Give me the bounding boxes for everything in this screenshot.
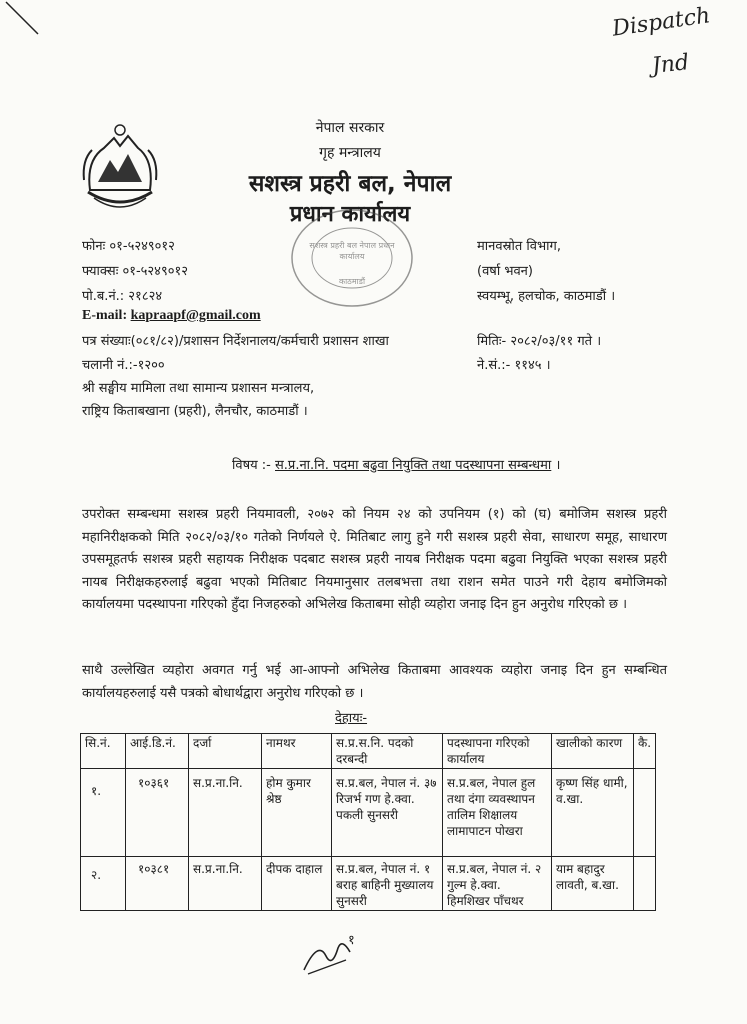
handwritten-note-initial: Jnd — [650, 50, 691, 79]
contact-pobox: पो.ब.नं.: २१८२४ — [82, 289, 163, 304]
header-govt: नेपाल सरकार — [315, 120, 385, 136]
col-sn: सि.नं. — [81, 734, 126, 769]
header-office: प्रधान कार्यालय — [289, 202, 411, 227]
dehay-label: देहायः- — [335, 711, 368, 726]
body-paragraph-1 — [82, 504, 667, 617]
recipient-line2: राष्ट्रिय किताबखाना (प्रहरी), लैनचौर, काठमाडौं । — [82, 404, 308, 419]
cell-id: १०३६१ — [126, 769, 189, 857]
header-ministry: गृह मन्त्रालय — [319, 145, 381, 161]
col-darbandi: स.प्र.स.नि. पदको दरबन्दी — [332, 734, 443, 769]
cell-darbandi: स.प्र.बल, नेपाल नं. १ बराह बाहिनी मुख्यालय सुनसरी — [332, 857, 443, 911]
cell-rank: स.प्र.ना.नि. — [189, 857, 262, 911]
cell-vacancy-reason: याम बहादुर लावती, ब.खा. — [552, 857, 634, 911]
table-row — [81, 857, 656, 911]
col-id: आई.डि.नं. — [126, 734, 189, 769]
cell-sn: १. — [81, 769, 126, 857]
stamp-ring-text: सशस्त्र प्रहरी बल नेपाल प्रधान कार्यालय — [309, 241, 395, 261]
handwritten-note-dispatch: Dispatch — [610, 3, 712, 42]
cell-rank: स.प्र.ना.नि. — [189, 769, 262, 857]
recipient-line1: श्री सङ्घीय मामिला तथा सामान्य प्रशासन मन्त्रालय, — [82, 381, 315, 396]
col-posting-office: पदस्थापना गरिएको कार्यालय — [443, 734, 552, 769]
posting-table — [80, 733, 656, 911]
cell-posting-office: स.प्र.बल, नेपाल हुल तथा दंगा व्यवस्थापन तालिम शिक्षालय लामापाटन पोखरा — [443, 769, 552, 857]
col-remarks: कै. — [634, 734, 656, 769]
dept-line3: स्वयम्भू, हलचोक, काठमाडौं । — [477, 289, 616, 304]
page-number: १ — [348, 933, 355, 948]
col-name: नामथर — [262, 734, 332, 769]
header-org: सशस्त्र प्रहरी बल, नेपाल — [248, 171, 452, 197]
col-vacancy-reason: खालीको कारण — [552, 734, 634, 769]
ref-nepal-sambat: ने.सं.:- ११४५ । — [477, 358, 551, 373]
ref-patra-sankhya: पत्र संख्याः(०८१/८२)/प्रशासन निर्देशनालय/कर्मचारी प्रशासन शाखा — [82, 334, 389, 349]
table-header-row — [81, 734, 656, 769]
cell-vacancy-reason: कृष्ण सिंह धामी, व.खा. — [552, 769, 634, 857]
corner-mark — [0, 0, 40, 44]
cell-remarks — [634, 769, 656, 857]
subject-end: । — [555, 458, 561, 473]
subject-line — [232, 455, 560, 473]
ref-miti: मितिः- २०८२/०३/११ गते । — [477, 334, 602, 349]
contact-email-row — [82, 308, 261, 324]
contact-phone: फोनः ०१-५२४९०१२ — [82, 239, 175, 254]
cell-id: १०३८१ — [126, 857, 189, 911]
cell-name: होम कुमार श्रेष्ठ — [262, 769, 332, 857]
cell-posting-office: स.प्र.बल, नेपाल नं. २ गुल्म हे.क्वा. हिमशिखर पाँचथर — [443, 857, 552, 911]
cell-name: दीपक दाहाल — [262, 857, 332, 911]
col-rank: दर्जा — [189, 734, 262, 769]
cell-sn: २. — [81, 857, 126, 911]
stamp-center-text: काठमाडौं — [338, 277, 366, 286]
table-row — [81, 769, 656, 857]
cell-remarks — [634, 857, 656, 911]
contact-fax: फ्याक्सः ०१-५२४९०१२ — [82, 264, 188, 279]
body-paragraph-1-text: उपरोक्त सम्बन्धमा सशस्त्र प्रहरी नियमावली, २०७२ को नियम २४ को उपनियम (१) को (घ) बमोजिम सशस्त्र प्रहरी महानिरीक्षकको मिति २०८२/०३/१० गतेको निर्णयले ऐ. मितिबाट लागु हुने गरी सशस्त्र प्रहरी सेवा, साधारण समूह, साधारण उपसमूहतर्फ सशस्त्र प्रहरी सहायक निरीक्षक पदबाट सशस्त्र प्रहरी नायब निरीक्षक पदमा बढुवा नियुक्ति भएका सशस्त्र प्रहरी नायब निरीक्षकहरुलाई बढुवा भएको मितिबाट नियमानुसार तलबभत्ता तथा राशन समेत पाउने गरी देहाय बमोजिमको कार्यालयमा पदस्थापना गरिएको हुँदा निजहरुको अभिलेख किताबमा सोही व्यहोरा जनाइ दिन हुन अनुरोध गरिएको छ । — [82, 507, 668, 612]
dept-line2: (वर्षा भवन) — [477, 264, 533, 279]
cell-darbandi: स.प्र.बल, नेपाल नं. ३७ रिजर्भ गण हे.क्वा. पकली सुनसरी — [332, 769, 443, 857]
nepal-emblem — [80, 120, 160, 216]
subject-text: स.प्र.ना.नि. पदमा बढुवा नियुक्ति तथा पदस्थापना सम्बन्धमा — [275, 458, 552, 473]
body-paragraph-2-text: साथै उल्लेखित व्यहोरा अवगत गर्नु भई आ-आफ्नो अभिलेख किताबमा आवश्यक व्यहोरा जनाइ दिन हुन सम्बन्धित कार्यालयहरुलाई यसै पत्रको बोधार्थद्वारा अनुरोध गरिएको छ । — [82, 663, 667, 701]
email-link[interactable]: kapraapf@gmail.com — [130, 308, 261, 323]
subject-label: विषय :- — [232, 458, 271, 473]
body-paragraph-2 — [82, 660, 667, 705]
email-label: E-mail: — [82, 308, 128, 323]
office-stamp — [288, 206, 416, 310]
ref-chalani: चलानी नं.:-१२०० — [82, 358, 165, 373]
dept-line1: मानवस्रोत विभाग, — [477, 239, 561, 254]
